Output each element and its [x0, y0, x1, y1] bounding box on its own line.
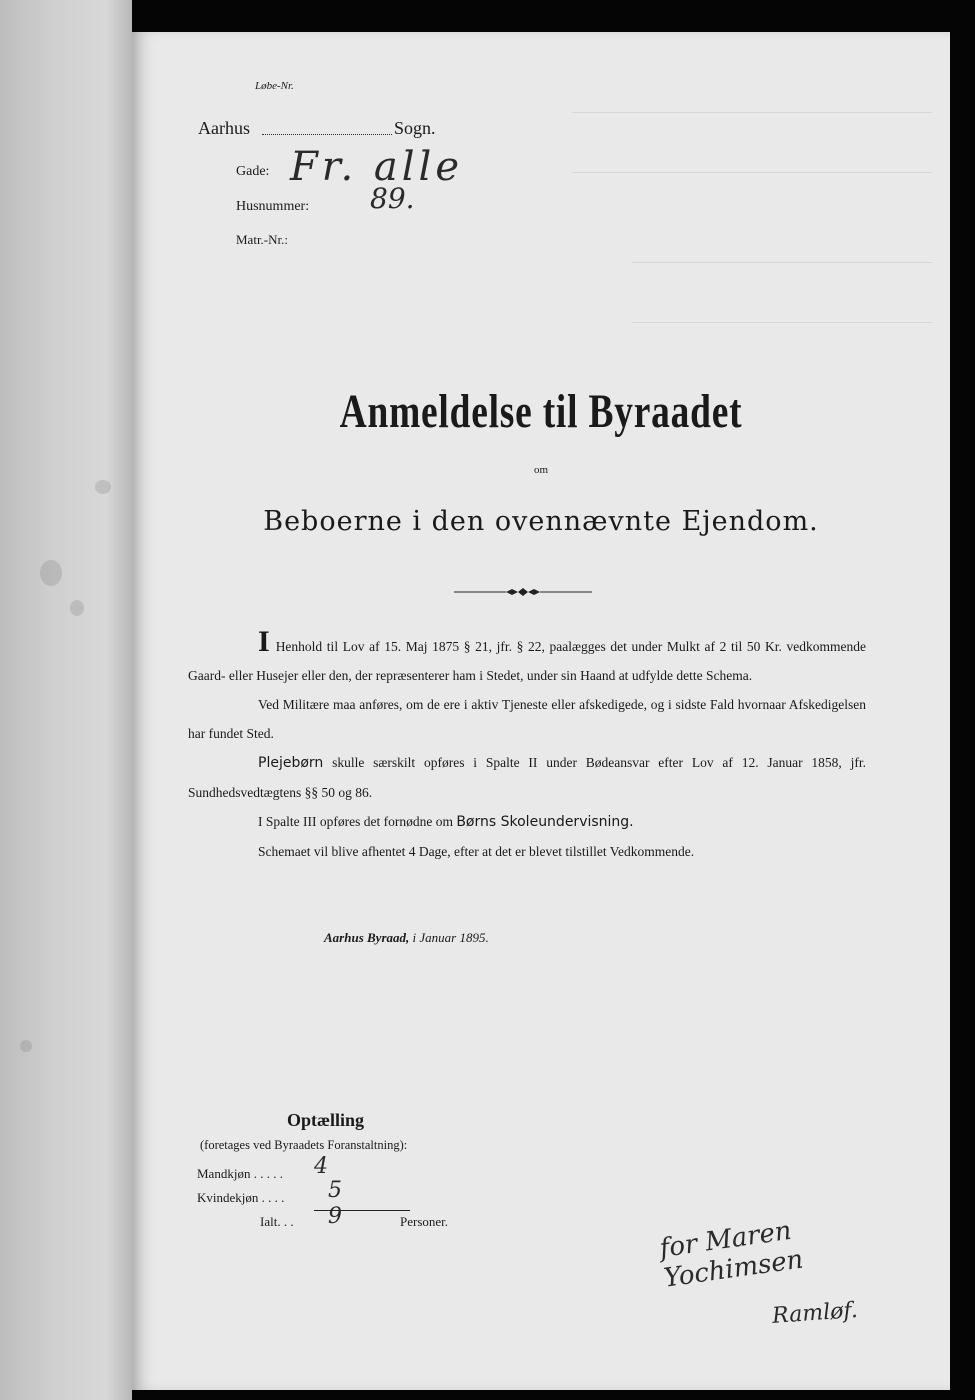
- mandkjon-label: Mandkjøn . . . . .: [197, 1166, 283, 1181]
- mandkjon-value: 4: [314, 1154, 328, 1179]
- instructions-text: [188, 625, 866, 866]
- husnummer-label: Husnummer:: [236, 199, 310, 214]
- ialt-label: Ialt. . .: [260, 1214, 294, 1229]
- paragraph-4: [188, 807, 866, 837]
- om-connector: om: [533, 464, 549, 476]
- kvindekjon-label: Kvindekjøn . . . .: [197, 1190, 285, 1205]
- kvindekjon-value: 5: [328, 1178, 342, 1203]
- drop-cap: I: [258, 625, 270, 658]
- dateline-date: i Januar 1895.: [412, 930, 489, 945]
- paragraph-2: Ved Militære maa anføres, om de ere i aktiv Tjeneste eller afskedigede, og i sidste Fald hvornaar Afskedigelsen har fundet Sted.: [188, 697, 866, 741]
- paragraph-3-text: skulle særskilt opføres i Spalte II under Bødeansvar efter Lov af 12. Januar 1858, jfr. Sundhedsvedtægtens §§ 50 og 86.: [188, 755, 866, 800]
- gade-label: Gade:: [236, 164, 270, 179]
- loebe-nr-label: Løbe-Nr.: [255, 80, 294, 92]
- ornament-divider: [454, 586, 592, 598]
- dateline-authority: Aarhus Byraad,: [324, 930, 410, 945]
- paragraph-5: Schemaet vil blive afhentet 4 Dage, efter at det er blevet tilstillet Vedkommende.: [258, 844, 695, 859]
- matr-nr-label: Matr.-Nr.:: [236, 232, 288, 247]
- plejeborn-lead: Plejebørn: [258, 755, 324, 771]
- document-page: [132, 32, 950, 1390]
- skoleundervisning-emphasis: Børns Skoleundervisning.: [456, 814, 634, 830]
- dateline: [324, 930, 489, 946]
- husnummer-handwritten-value: 89.: [370, 182, 415, 215]
- signature-line-2: Ramløf.: [771, 1297, 859, 1329]
- gade-handwritten-value: Fr. alle: [290, 144, 464, 190]
- paragraph-1-text: Henhold til Lov af 15. Maj 1875 § 21, jfr. § 22, paalægges det under Mulkt af 2 til 50 Kr. vedkommende Gaard- eller Husejer eller den, der repræsenterer ham i Stedet, under sin Haand at udfylde dette Schema.: [188, 639, 866, 683]
- document-title: Anmeldelse til Byraadet: [339, 385, 743, 438]
- sogn-label: Sogn.: [394, 118, 436, 138]
- count-title: Optælling: [287, 1110, 365, 1130]
- ialt-value: 9: [328, 1204, 342, 1229]
- personer-label: Personer.: [400, 1214, 449, 1229]
- count-subtitle: (foretages ved Byraadets Foranstaltning):: [200, 1138, 408, 1152]
- city-label: Aarhus: [198, 118, 250, 138]
- handwritten-signature: [657, 1215, 942, 1329]
- paragraph-4-text: I Spalte III opføres det fornødne om: [258, 814, 453, 829]
- signature-line-1: for Maren Yochimsen: [657, 1215, 806, 1294]
- paragraph-3: [188, 748, 866, 807]
- previous-page-edge: [0, 0, 132, 1400]
- document-subtitle: Beboerne i den ovennævnte Ejendom.: [263, 506, 819, 537]
- paragraph-1: [188, 625, 866, 690]
- city-dotted-line: [262, 134, 392, 135]
